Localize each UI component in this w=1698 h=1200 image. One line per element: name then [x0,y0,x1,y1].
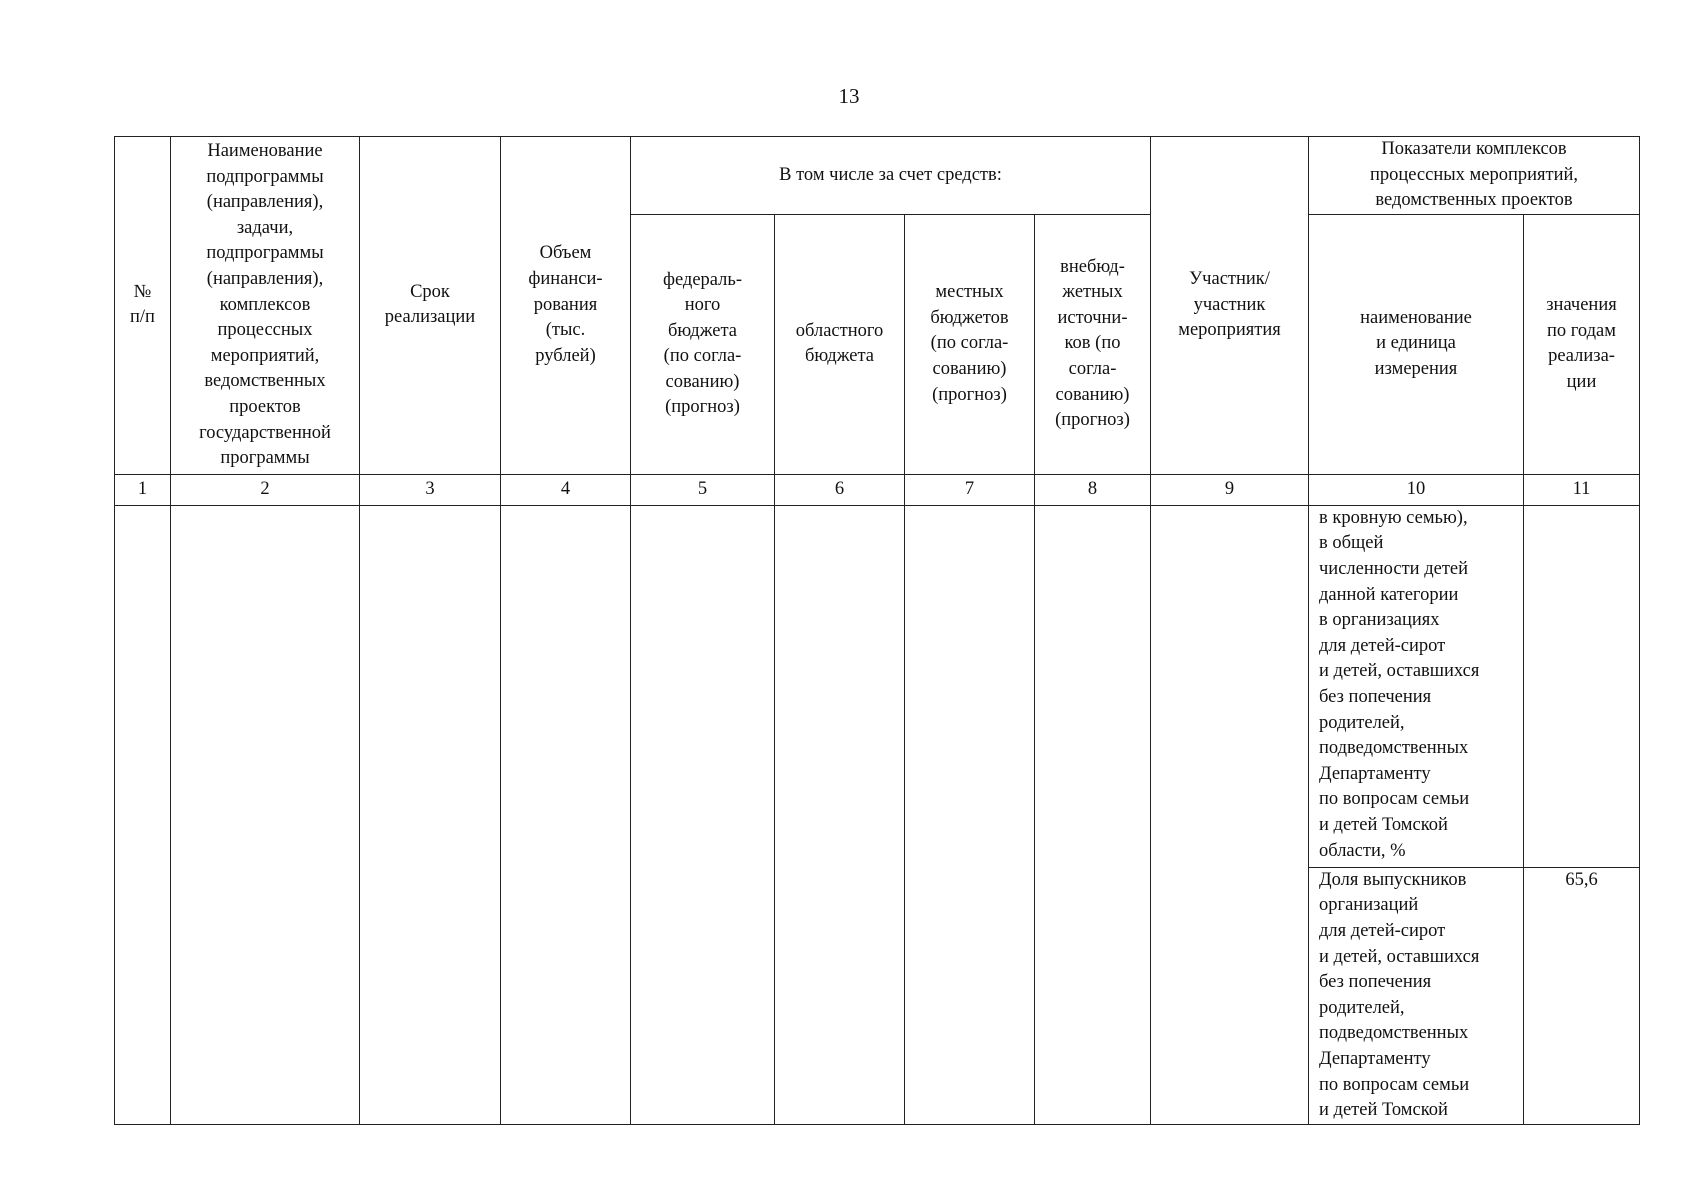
header-federal-budget [631,214,775,474]
text-line: измерения [1374,359,1458,380]
text-line: для детей-сирот [1319,920,1446,941]
cell-term [360,505,501,1124]
text-line: Срок [410,281,450,302]
text-line: внебюд- [1060,256,1125,277]
header-name [171,137,360,475]
cell-name [171,505,360,1124]
text-line: области, % [1319,840,1406,861]
text-line: рублей) [535,345,596,366]
text-line: участник [1193,294,1266,315]
column-number: 7 [905,474,1035,505]
text-line: Объем [539,243,592,264]
text-line: источни- [1057,307,1128,328]
text-line: реализации [384,307,476,328]
text-line: и детей Томской [1319,814,1448,835]
text-line: ков (по [1064,333,1121,354]
header-local-budgets [905,214,1035,474]
text-line: процессных мероприятий, [1369,164,1579,185]
text-line: подведомственных [1319,738,1469,759]
page-number: 13 [838,84,860,108]
text-line: по годам [1547,320,1616,341]
text-line: Участник/ [1189,269,1270,289]
text-line: в общей [1319,533,1384,554]
text-line: государственной [199,422,331,443]
indicator-name [1309,867,1524,1124]
header-extra-budget [1035,214,1151,474]
cell-number [115,505,171,1124]
text-line: (прогноз) [1055,410,1130,431]
column-number: 5 [631,474,775,505]
text-line: по вопросам семьи [1319,1074,1470,1095]
text-line: программы [220,448,310,469]
text-line: и единица [1376,333,1456,354]
text-line: (прогноз) [665,397,740,418]
text-line: Наименование [207,141,323,162]
text-line: (по согла- [663,346,742,367]
text-line: федераль- [662,269,743,290]
text-line: ведомственных [204,371,326,392]
text-line: согла- [1068,359,1117,380]
text-line: задачи, [236,217,294,238]
header-participant [1151,137,1309,475]
text-line: комплексов [219,294,311,315]
text-line: ного [684,295,721,316]
text-line: бюджета [805,346,874,367]
text-line: (направления), [206,192,324,213]
text-line: реализа- [1548,346,1615,367]
text-line: в кровную семью), [1319,507,1468,528]
cell-regional [775,505,905,1124]
text-line: № [133,281,152,302]
header-indicator-values [1524,214,1640,474]
text-line: родителей, [1319,712,1405,733]
cell-volume [501,505,631,1124]
header-indicator-name [1309,214,1524,474]
header-regional-budget [775,214,905,474]
text-line: сованию) [1055,384,1130,405]
column-number: 1 [115,474,171,505]
text-line: бюджета [668,320,737,341]
text-line: (по согла- [930,333,1009,354]
text-line: и детей, оставшихся [1319,661,1480,682]
text-line: сованию) [932,359,1007,380]
cell-local [905,505,1035,1124]
table-row [115,505,1640,867]
column-numbers-row [115,474,1640,505]
text-line: областного [795,320,884,341]
text-line: для детей-сирот [1319,635,1446,656]
text-line: Департаменту [1319,1048,1431,1069]
cell-extra [1035,505,1151,1124]
text-line: сованию) [665,371,740,392]
text-line: наименование [1360,307,1472,328]
text-line: Показатели комплексов [1381,139,1567,159]
text-line: (тыс. [545,320,586,341]
column-number: 6 [775,474,905,505]
text-line: п/п [130,307,155,328]
column-number: 3 [360,474,501,505]
header-term [360,137,501,475]
text-line: данной категории [1319,584,1459,605]
text-line: без попечения [1319,686,1432,707]
text-line: по вопросам семьи [1319,789,1470,810]
text-line: бюджетов [930,307,1009,328]
text-line: подведомственных [1319,1023,1469,1044]
text-line: финанси- [528,269,603,289]
indicator-name [1309,505,1524,867]
column-number: 2 [171,474,360,505]
text-line: родителей, [1319,997,1405,1018]
text-line: организаций [1319,895,1419,916]
text-line: местных [935,282,1004,303]
text-line: рования [533,294,598,315]
text-line: мероприятий, [210,345,320,366]
header-volume [501,137,631,475]
text-line: (направления), [206,269,324,289]
text-line: и детей Томской [1319,1100,1448,1121]
text-line: ведомственных проектов [1375,190,1573,211]
column-number: 4 [501,474,631,505]
text-line: подпрограммы [206,166,324,187]
text-line: мероприятия [1178,320,1281,341]
cell-participant [1151,505,1309,1124]
cell-federal [631,505,775,1124]
column-number: 10 [1309,474,1524,505]
text-line: значения [1546,295,1617,316]
text-line: проектов [229,396,301,417]
text-line: процессных [217,320,313,341]
text-line: Доля выпускников [1319,869,1467,890]
header-indicators-group [1309,137,1640,215]
column-number: 9 [1151,474,1309,505]
indicator-value: 65,6 [1524,867,1640,1124]
indicator-value [1524,505,1640,867]
text-line: в организациях [1319,610,1440,631]
text-line: (прогноз) [932,384,1007,405]
text-line: Департаменту [1319,763,1431,784]
text-line: и детей, оставшихся [1319,946,1480,967]
column-number: 8 [1035,474,1151,505]
header-number [115,137,171,475]
header-funds-group: В том числе за счет средств: [631,137,1151,215]
text-line: подпрограммы [206,243,324,264]
program-table [114,136,1640,1125]
column-number: 11 [1524,474,1640,505]
text-line: ции [1566,371,1597,392]
text-line: численности детей [1319,558,1469,579]
text-line: жетных [1062,282,1123,303]
text-line: без попечения [1319,972,1432,993]
